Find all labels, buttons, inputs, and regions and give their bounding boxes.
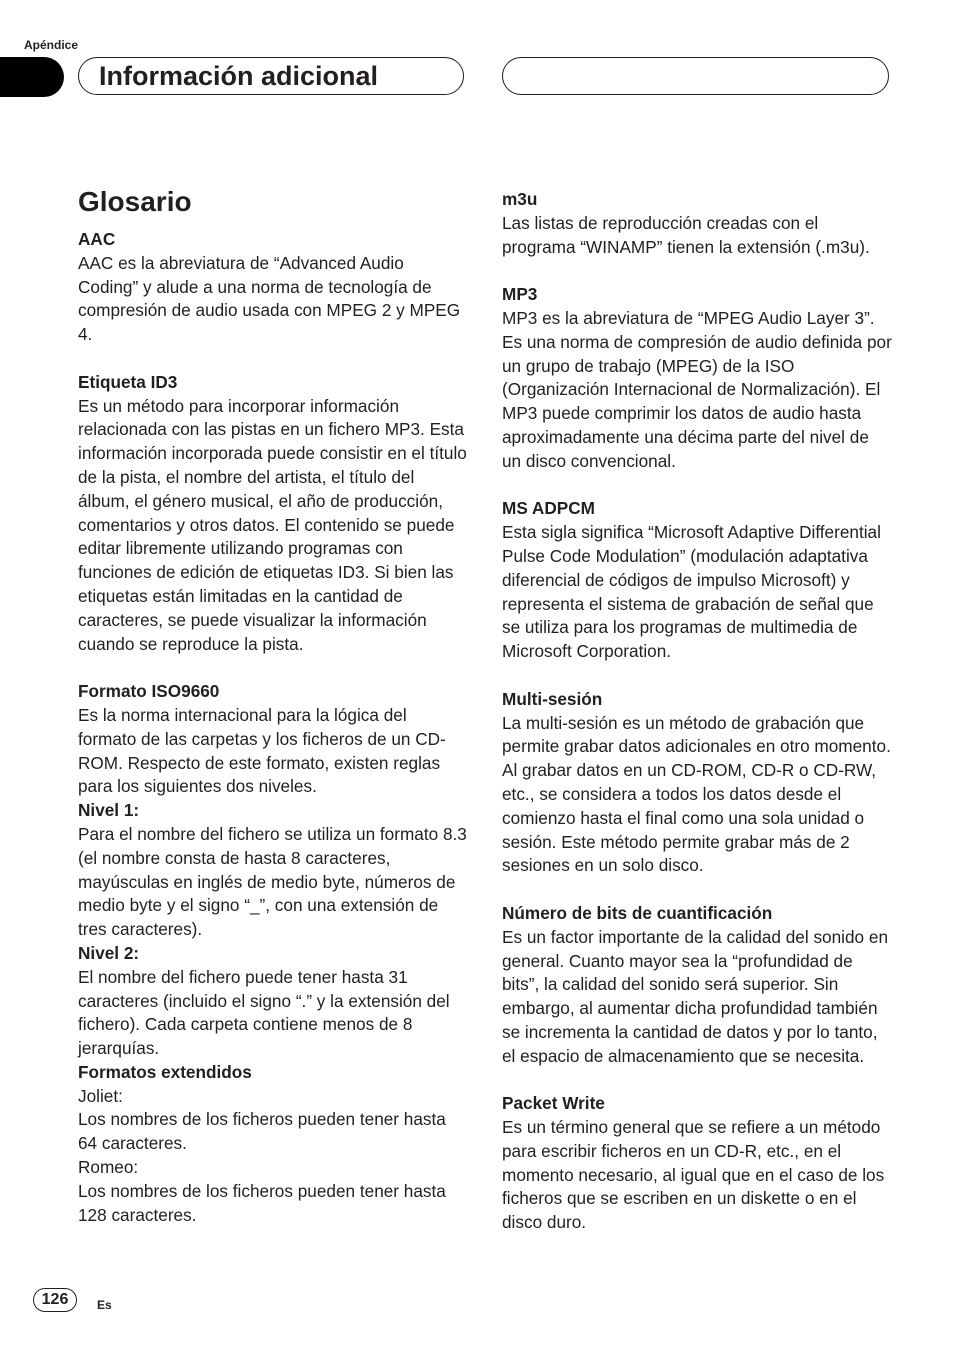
joliet-text: Los nombres de los ficheros pueden tener hasta 64 caracteres.	[78, 1109, 446, 1154]
glossary-term: MP3	[502, 284, 538, 305]
glossary-entry-iso9660	[78, 680, 468, 1227]
glossary-definition: Esta sigla significa “Microsoft Adaptive Differential Pulse Code Modulation” (modulación adaptativa diferencial de códigos de impulso Microsoft) y representa el sistema de grabación de señal que se utiliza para los programas de multimedia de Microsoft Corporation.	[502, 522, 881, 662]
glossary-entry-mp3	[502, 283, 892, 473]
glossary-definition: Es un término general que se refiere a un método para escribir ficheros en un CD-R, etc., en el momento necesario, al igual que en el caso de los ficheros que se escriben en un diskette o en el disco duro.	[502, 1117, 885, 1233]
glossary-term: Etiqueta ID3	[78, 371, 178, 392]
glossary-entry-multi-session	[502, 688, 892, 878]
glossary-entry-aac	[78, 228, 468, 347]
glossary-definition: Las listas de reproducción creadas con el programa “WINAMP” tienen la extensión (.m3u).	[502, 212, 870, 257]
chapter-tab-marker	[0, 57, 64, 97]
glossary-term: Packet Write	[502, 1093, 605, 1114]
romeo-text: Los nombres de los ficheros pueden tener hasta 128 caracteres.	[78, 1180, 446, 1225]
glossary-entry-ms-adpcm	[502, 497, 892, 664]
level1-text: Para el nombre del fichero se utiliza un formato 8.3 (el nombre consta de hasta 8 caracteres, mayúsculas en inglés de medio byte, números de medio byte y el signo “_”, con una extensión de tres caracteres).	[78, 823, 467, 940]
glossary-term: MS ADPCM	[502, 498, 595, 519]
glossary-definition: Es un método para incorporar información relacionada con las pistas en un fichero MP3. Esta información incorporada puede consistir en el título de la pista, el nombre del artista, el título del álbum, el género musical, el año de producción, comentarios y otros datos. El contenido se puede editar libremente utilizando programas con funciones de edición de etiquetas ID3. Si bien las etiquetas están limitadas en la cantidad de caracteres, se puede visualizar la información cuando se reproduce la pista.	[78, 395, 467, 654]
glossary-definition: Es un factor importante de la calidad del sonido en general. Cuanto mayor sea la “profundidad de bits”, la calidad del sonido será superior. Sin embargo, al aumentar dicha profundidad también se incrementa la cantidad de datos y por lo tanto, el espacio de almacenamiento que se necesita.	[502, 926, 889, 1066]
right-column	[502, 188, 892, 1259]
glossary-definition: MP3 es la abreviatura de “MPEG Audio Layer 3”. Es una norma de compresión de audio definida por un grupo de trabajo (MPEG) de la ISO (Organización Internacional de Normalización). El MP3 puede comprimir los datos de audio hasta aproximadamente una décima parte del nivel de un disco convencional.	[502, 307, 892, 471]
joliet-label: Joliet:	[78, 1085, 123, 1106]
page-title: Glosario	[78, 186, 192, 217]
glossary-term: Formato ISO9660	[78, 681, 220, 702]
glossary-definition: Es la norma internacional para la lógica del formato de las carpetas y los ficheros de un CD-ROM. Respecto de este formato, existen reglas para los siguientes dos niveles.	[78, 704, 446, 797]
glossary-entry-id3	[78, 371, 468, 657]
level2-heading: Nivel 2:	[78, 942, 140, 963]
glossary-entry-m3u	[502, 188, 892, 259]
romeo-label: Romeo:	[78, 1157, 139, 1178]
glossary-term: Multi-sesión	[502, 688, 603, 709]
chapter-header	[78, 57, 464, 95]
glossary-entry-packet-write	[502, 1092, 892, 1235]
extended-formats-heading: Formatos extendidos	[78, 1061, 252, 1082]
glossary-term: AAC	[78, 229, 116, 249]
page-number: 126	[33, 1288, 77, 1312]
glossary-term: Número de bits de cuantificación	[502, 902, 773, 923]
level1-heading: Nivel 1:	[78, 800, 140, 821]
section-label: Apéndice	[24, 38, 79, 52]
glossary-definition: AAC es la abreviatura de “Advanced Audio Coding” y alude a una norma de tecnología de compresión de audio usada con MPEG 2 y MPEG 4.	[78, 252, 461, 345]
level2-text: El nombre del fichero puede tener hasta 31 caracteres (incluido el signo “.” y la extensión del fichero). Cada carpeta contiene menos de 8 jerarquías.	[78, 966, 450, 1059]
chapter-header-blank	[502, 57, 889, 95]
left-column	[78, 228, 468, 1251]
chapter-title: Información adicional	[99, 61, 379, 91]
glossary-definition: La multi-sesión es un método de grabación que permite grabar datos adicionales en otro momento. Al grabar datos en un CD-ROM, CD-R o CD-RW, etc., se considera a todos los datos desde el comienzo hasta el final como una sola unidad o sesión. Este método permite grabar más de 2 sesiones en un solo disco.	[502, 712, 891, 876]
language-code: Es	[97, 1298, 112, 1312]
glossary-term: m3u	[502, 189, 538, 209]
glossary-entry-quantization-bits	[502, 902, 892, 1069]
